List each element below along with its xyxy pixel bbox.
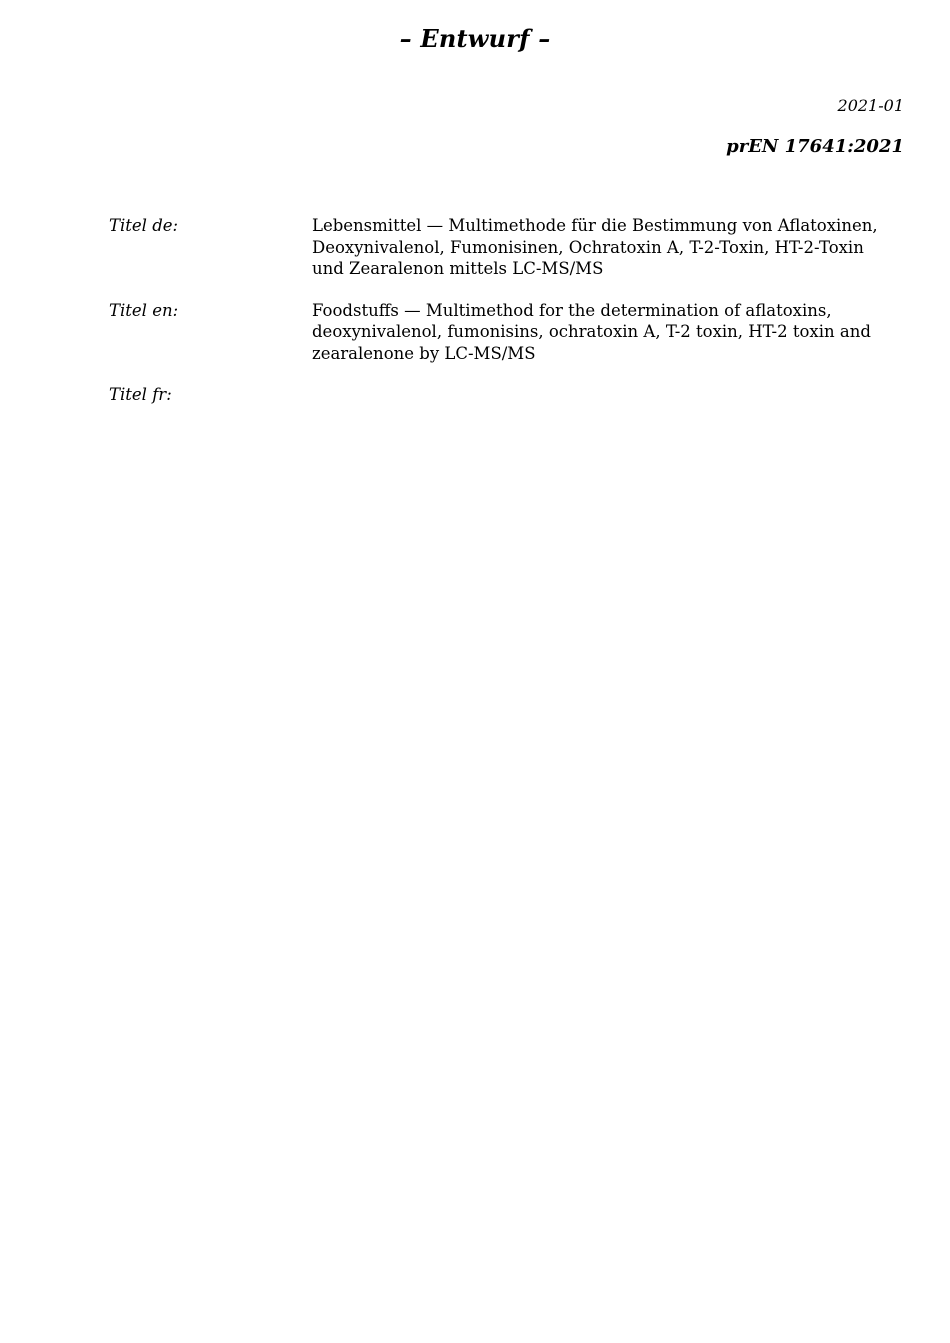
title-text-de: Lebensmittel — Multimethode für die Bestimmung von Aflatoxinen, Deoxynivalenol, Fumonisinen, Ochratoxin A, T-2-Toxin, HT-2-Toxin und Zearalenon mittels LC-MS/MS <box>312 216 878 278</box>
title-row-de <box>109 215 904 280</box>
draft-label: – Entwurf – <box>399 24 551 53</box>
title-label-en: Titel en: <box>109 300 179 320</box>
title-row-en <box>109 300 904 365</box>
title-row-fr <box>109 384 904 406</box>
title-text-en: Foodstuffs — Multimethod for the determination of aflatoxins, deoxynivalenol, fumonisins, ochratoxin A, T-2 toxin, HT-2 toxin and zearalenone by LC-MS/MS <box>312 300 871 363</box>
document-date: 2021-01 <box>837 96 904 115</box>
title-label-fr: Titel fr: <box>109 385 172 404</box>
title-label-de: Titel de: <box>109 216 179 235</box>
document-number: prEN 17641:2021 <box>726 136 904 157</box>
titles-section <box>109 215 904 426</box>
